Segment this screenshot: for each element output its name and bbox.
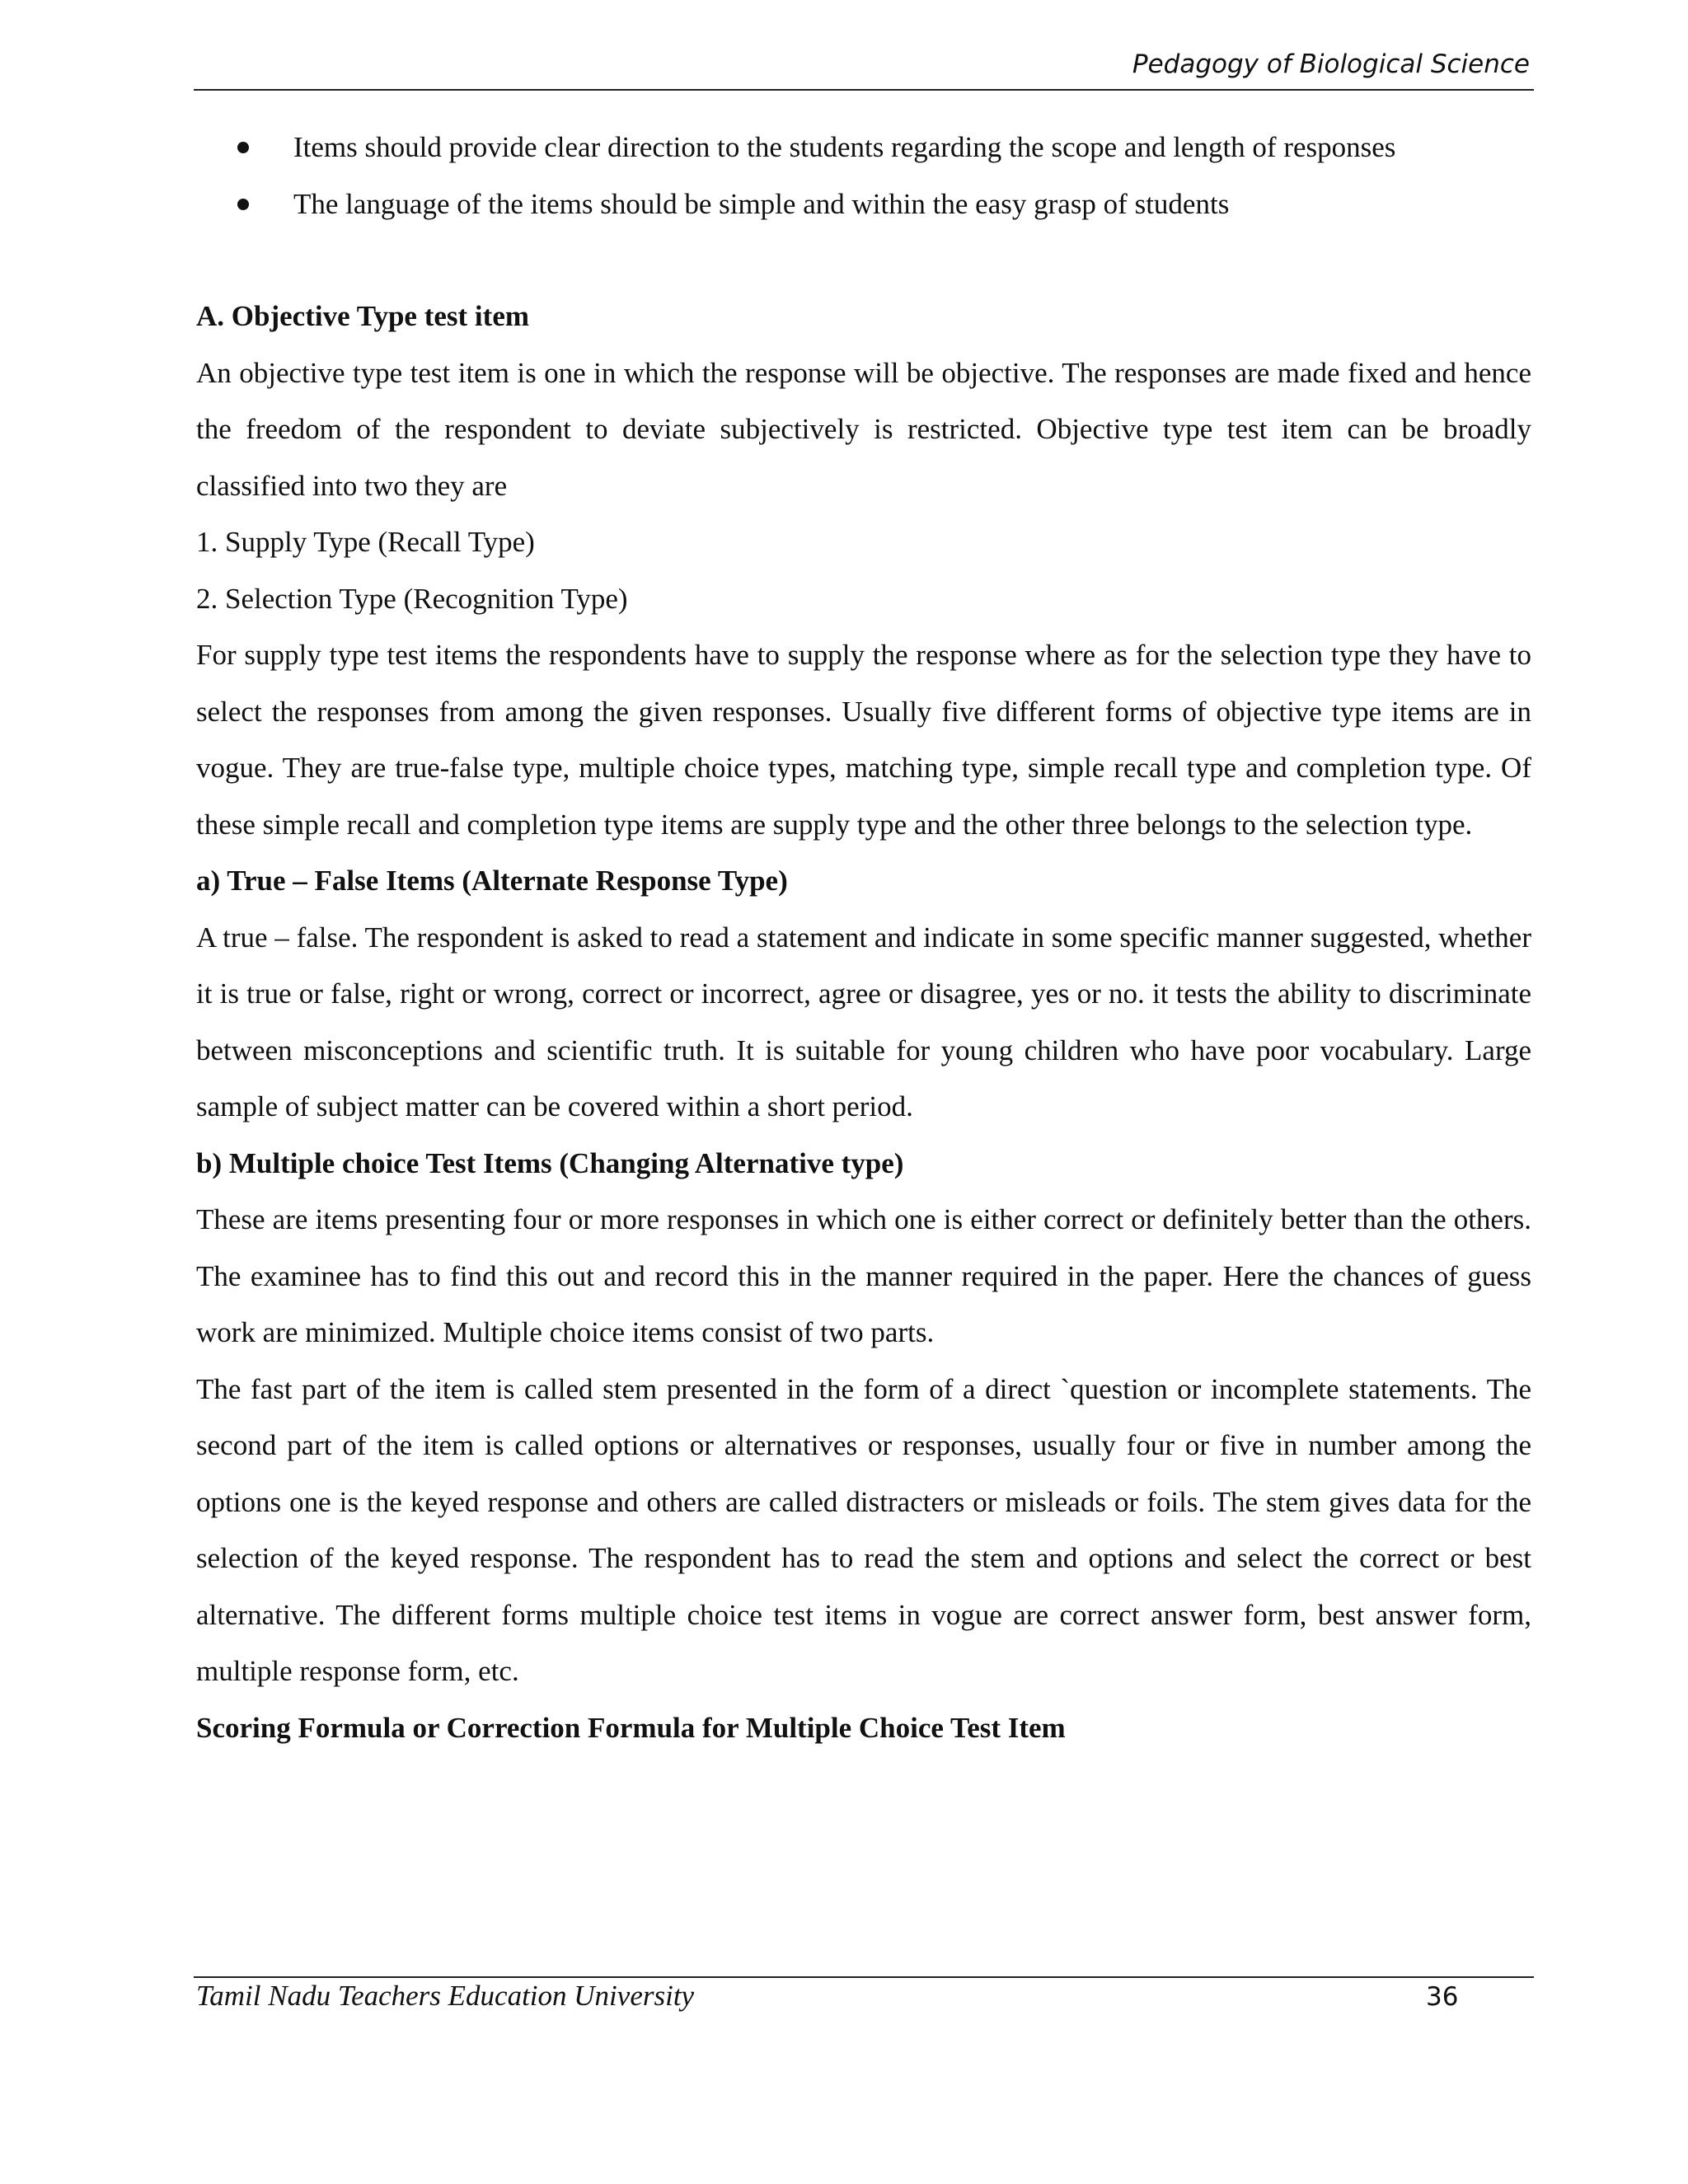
paragraph: These are items presenting four or more responses in which one is either correct or definitely better than the others. The examinee has to find this out and record this in the manner required in the paper. Here the chances of guess work are minimized. Multiple choice items consist of two parts. [196,1203,1531,1348]
bullet-list [196,120,1531,232]
paragraph: The fast part of the item is called stem presented in the form of a direct `question or incomplete statements. The second part of the item is called options or alternatives or responses, usually four or five in number among the options one is the keyed response and others are called distracters or misleads or foils. The stem gives data for the selection of the keyed response. The respondent has to read the stem and options and select the correct or best alternative. The different forms multiple choice test items in vogue are correct answer form, best answer form, multiple response form, etc. [196,1372,1531,1687]
footer-institution: Tamil Nadu Teachers Education University [196,1980,695,2012]
page-number: 36 [1426,1982,1459,2012]
header-rule [194,89,1534,91]
bullet-text: The language of the items should be simple and within the easy grasp of students [293,187,1230,220]
section-heading-objective: A. Objective Type test item [196,300,530,332]
paragraph: For supply type test items the respondents have to supply the response where as for the selection type they have to select the responses from among the given responses. Usually five different forms of objective type items are in vogue. They are true-false type, multiple choice types, matching type, simple recall type and completion type. Of these simple recall and completion type items are supply type and the other three belongs to the selection type. [196,639,1531,841]
footer-rule [194,1976,1534,1978]
bullet-icon [237,142,249,153]
list-item: 1. Supply Type (Recall Type) [196,526,535,558]
bullet-icon [237,199,249,210]
bullet-item [196,176,1531,233]
page-body [196,120,1531,1756]
paragraph: An objective type test item is one in which the response will be objective. The responses are made fixed and hence the freedom of the respondent to deviate subjectively is restricted. Objective type test item can be broadly classified into two they are [196,356,1531,502]
section-heading-scoring: Scoring Formula or Correction Formula for Multiple Choice Test Item [196,1711,1066,1744]
section-heading-true-false: a) True – False Items (Alternate Response Type) [196,865,788,897]
paragraph: A true – false. The respondent is asked to read a statement and indicate in some specific manner suggested, whether it is true or false, right or wrong, correct or incorrect, agree or disagree, yes or no. it tests the ability to discriminate between misconceptions and scientific truth. It is suitable for young children who have poor vocabulary. Large sample of subject matter can be covered within a short period. [196,921,1531,1122]
running-header: Pedagogy of Biological Science [1132,49,1530,79]
bullet-item [196,120,1531,176]
section-heading-multiple-choice: b) Multiple choice Test Items (Changing Alternative type) [196,1146,904,1179]
section-gap [196,232,1531,288]
bullet-text: Items should provide clear direction to the students regarding the scope and length of responses [293,131,1396,163]
list-item: 2. Selection Type (Recognition Type) [196,582,628,615]
